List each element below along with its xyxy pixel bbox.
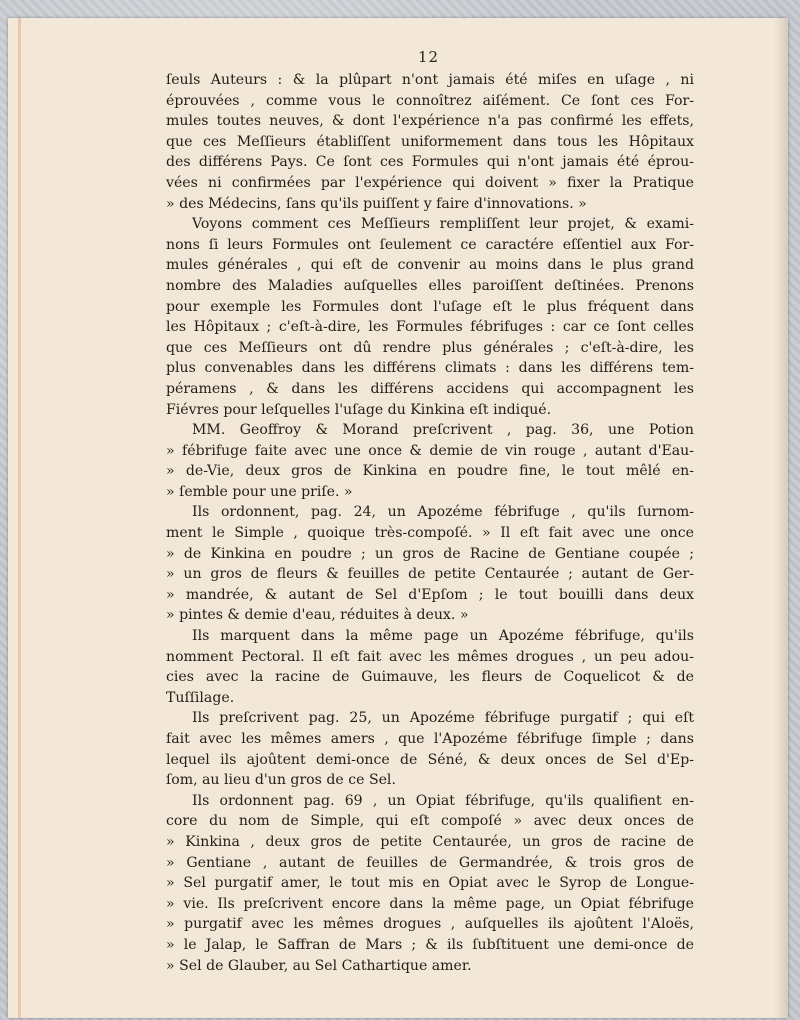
body-text <box>166 70 694 976</box>
text-line: que ces Meſſieurs établiſſent uniformement dans tous les Hôpitaux <box>166 133 694 150</box>
text-line: » Sel de Glauber, au Sel Cathartique amer. <box>166 957 472 974</box>
text-line: Ils ordonnent, pag. 24, un Apozéme fébrifuge , qu'ils ſurnom- <box>192 504 694 521</box>
text-line: ſeuls Auteurs : & la plûpart n'ont jamais été miſes en uſage , ni <box>166 72 694 88</box>
text-line: » le Jalap, le Saffran de Mars ; & ils ſubſtituent une demi-once de <box>166 936 694 953</box>
text-line: les Hôpitaux ; c'eſt-à-dire, les Formules fébrifuges : car ce ſont celles <box>166 319 694 336</box>
text-line: » mandrée, & autant de Sel d'Epſom ; le tout bouilli dans deux <box>166 586 694 603</box>
text-line: » vie. Ils preſcrivent encore dans la même page, un Opiat fébrifuge <box>166 895 694 912</box>
text-line: Ils marquent dans la même page un Apozéme fébrifuge, qu'ils <box>192 628 694 645</box>
book-page <box>8 18 788 1018</box>
text-line: cies avec la racine de Guimauve, les fleurs de Coquelicot & de <box>166 669 694 686</box>
text-line: nons ſi leurs Formules ont ſeulement ce caractére eſſentiel aux For- <box>166 236 694 253</box>
page-number: 12 <box>418 48 440 66</box>
text-line: des différens Pays. Ce ſont ces Formules qui n'ont jamais été éprou- <box>166 154 694 171</box>
text-line: Fiévres pour leſquelles l'uſage du Kinkina eſt indiqué. <box>166 401 552 418</box>
text-line: Voyons comment ces Meſſieurs rempliſſent leur projet, & exami- <box>192 216 694 233</box>
text-line: » de Kinkina en poudre ; un gros de Racine de Gentiane coupée ; <box>166 545 694 562</box>
text-line: plus convenables dans les différens climats : dans les différens tem- <box>166 360 694 377</box>
text-line: lequel ils ajoûtent demi-once de Séné, & deux onces de Sel d'Ep- <box>166 751 694 768</box>
text-line: » Sel purgatif amer, le tout mis en Opiat avec le Syrop de Longue- <box>166 875 694 892</box>
text-line: péramens , & dans les différens accidens qui accompagnent les <box>166 380 694 397</box>
text-line: Tuſſilage. <box>166 689 235 706</box>
text-line: mules toutes neuves, & dont l'expérience n'a pas confirmé les effets, <box>166 113 694 130</box>
text-line: » Gentiane , autant de feuilles de Germandrée, & trois gros de <box>166 854 694 871</box>
text-line: fait avec les mêmes amers , que l'Apozéme fébrifuge ſimple ; dans <box>166 731 694 747</box>
text-line: » un gros de fleurs & feuilles de petite Centaurée ; autant de Ger- <box>166 566 694 583</box>
text-line: » de-Vie, deux gros de Kinkina en poudre fine, le tout mêlé en- <box>166 463 694 480</box>
text-line: mules générales , qui eſt de convenir au moins dans le plus grand <box>166 257 694 274</box>
text-line: » fébrifuge faite avec une once & demie de vin rouge , autant d'Eau- <box>166 442 694 459</box>
text-line: éprouvées , comme vous le connoîtrez aiſément. Ce ſont ces For- <box>166 92 694 109</box>
text-line: » purgatif avec les mêmes drogues , auſquelles ils ajoûtent l'Aloës, <box>166 916 694 933</box>
text-line: nomment Pectoral. Il eſt fait avec les mêmes drogues , un peu adou- <box>166 648 694 665</box>
text-line: ment le Simple , quoique très-compoſé. » Il eſt fait avec une once <box>166 525 694 542</box>
text-line: » Kinkina , deux gros de petite Centaurée, un gros de racine de <box>166 833 694 850</box>
text-line: pour exemple les Formules dont l'uſage eſt le plus fréquent dans <box>166 298 694 315</box>
text-line: MM. Geoffroy & Morand preſcrivent , pag. 36, une Potion <box>192 422 694 439</box>
text-line: que ces Meſſieurs ont dû rendre plus générales ; c'eſt-à-dire, les <box>166 339 694 356</box>
text-line: » pintes & demie d'eau, réduites à deux. » <box>166 607 469 624</box>
text-line: » des Médecins, ſans qu'ils puiſſent y faire d'innovations. » <box>166 195 587 212</box>
text-line: vées ni confirmées par l'expérience qui doivent » fixer la Pratique <box>166 174 694 191</box>
text-line: » ſemble pour une priſe. » <box>166 483 353 500</box>
text-line: ſom, au lieu d'un gros de ce Sel. <box>166 772 396 789</box>
text-line: nombre des Maladies auſquelles elles paroiſſent deſtinées. Prenons <box>166 277 694 294</box>
text-line: Ils ordonnent pag. 69 , un Opiat fébrifuge, qu'ils qualifient en- <box>192 792 694 809</box>
text-line: core du nom de Simple, qui eſt compoſé » avec deux onces de <box>166 813 694 830</box>
text-line: Ils preſcrivent pag. 25, un Apozéme fébrifuge purgatif ; qui eſt <box>192 710 694 727</box>
